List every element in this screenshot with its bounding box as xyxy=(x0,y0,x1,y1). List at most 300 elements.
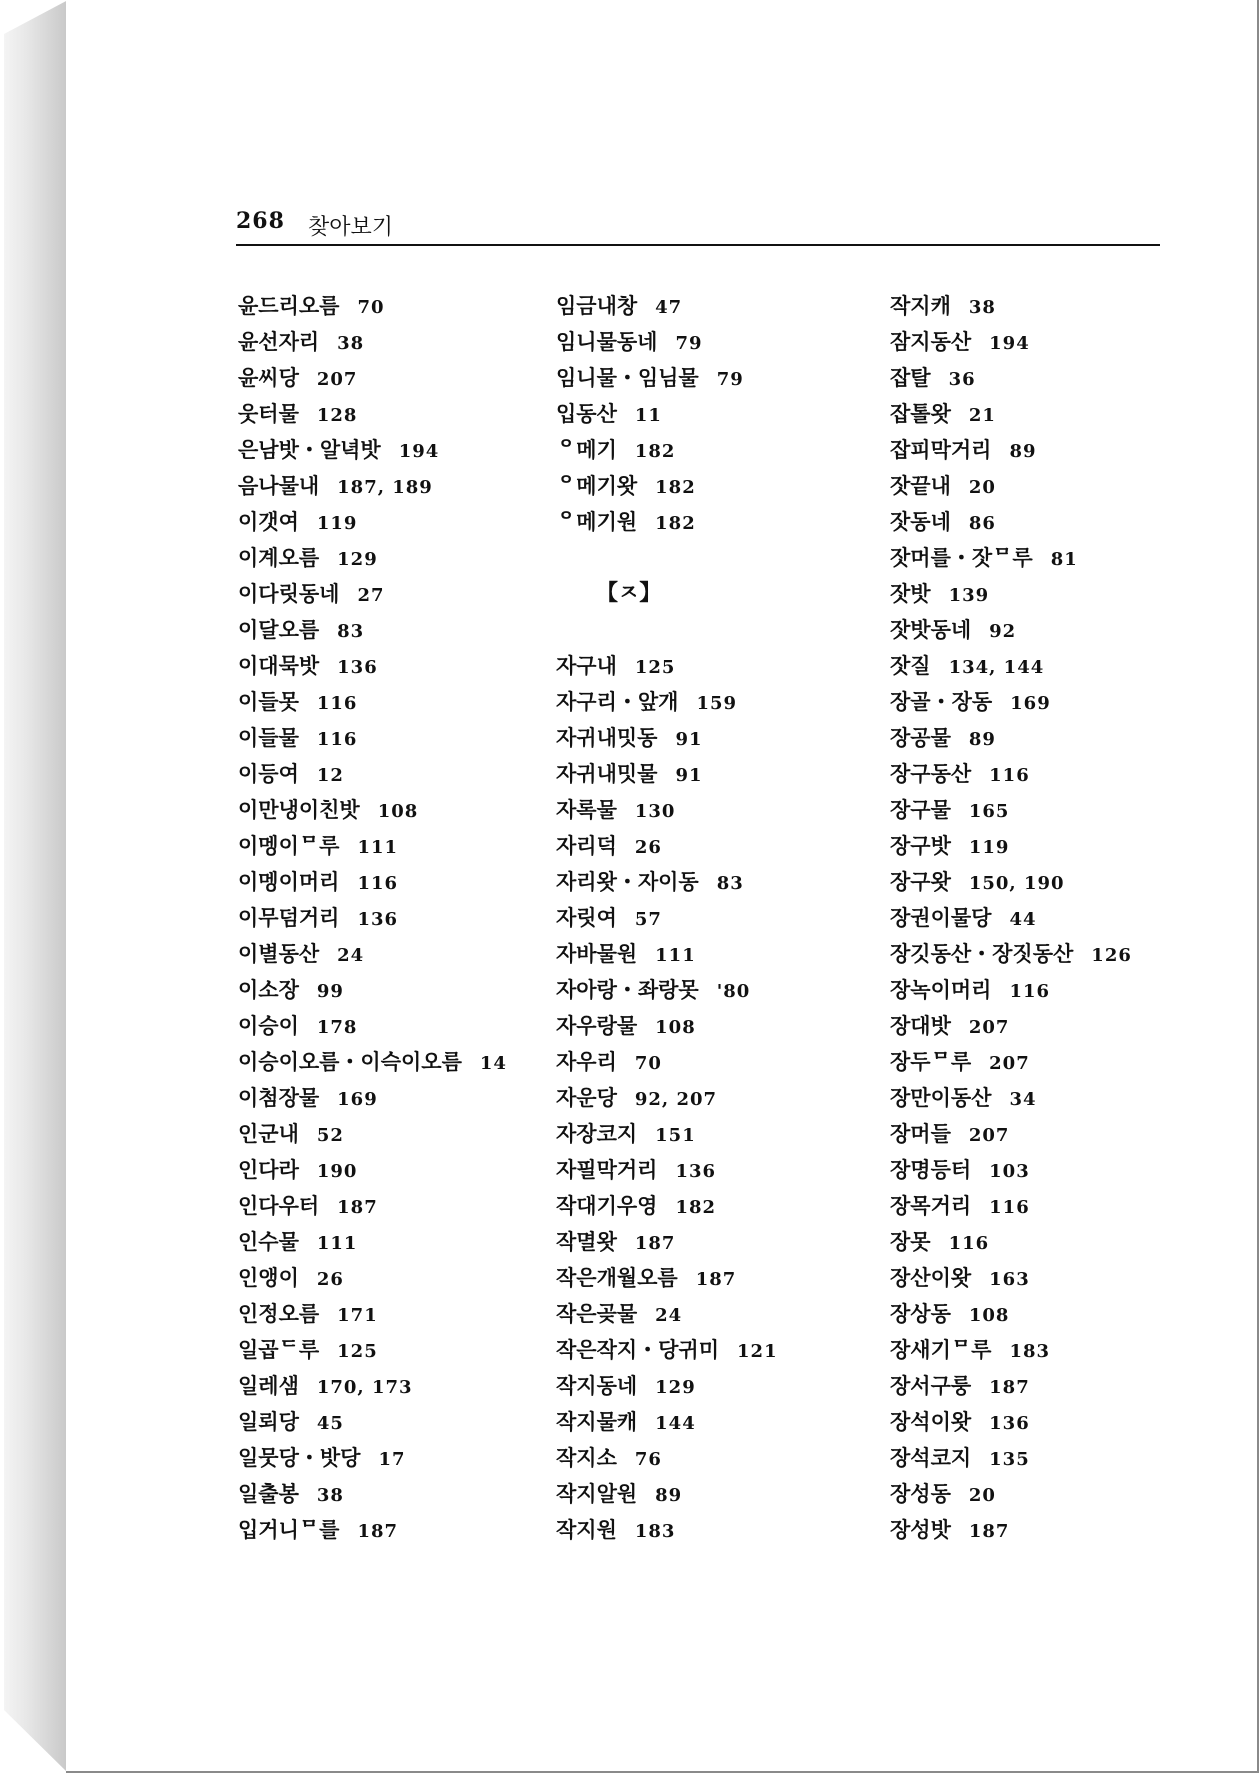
index-term: 장서구룽 xyxy=(890,1374,972,1398)
index-term: 작지동네 xyxy=(556,1374,638,1398)
index-term: 이등여 xyxy=(238,762,299,786)
index-entry xyxy=(238,1476,548,1512)
index-entry xyxy=(556,936,866,972)
section-spacer xyxy=(556,612,866,648)
index-entry xyxy=(556,1512,866,1548)
index-entry xyxy=(238,1116,548,1152)
index-entry xyxy=(238,1080,548,1116)
index-page-numbers: 70 xyxy=(634,1053,662,1074)
index-entry xyxy=(890,720,1250,756)
index-term: 잡피막거리 xyxy=(890,438,992,462)
index-term: 이달오름 xyxy=(238,618,320,642)
index-term: 자필막거리 xyxy=(556,1158,658,1182)
index-term: 잠지동산 xyxy=(890,330,972,354)
index-entry xyxy=(238,720,548,756)
index-term: 이무덤거리 xyxy=(238,906,340,930)
index-page-numbers: 86 xyxy=(968,513,996,534)
index-term: 이들물 xyxy=(238,726,299,750)
index-term: 장깃동산・장짓동산 xyxy=(890,942,1074,966)
index-term: 장대밧 xyxy=(890,1014,951,1038)
index-page-numbers: 207 xyxy=(316,369,358,390)
index-page-numbers: 150, 190 xyxy=(968,873,1065,894)
index-term: 일뭇당・밧당 xyxy=(238,1446,361,1470)
index-page-numbers: 26 xyxy=(316,1269,344,1290)
index-page-numbers: 207 xyxy=(968,1125,1010,1146)
index-term: 입동산 xyxy=(556,402,617,426)
index-page-numbers: 45 xyxy=(316,1413,344,1434)
index-term: 일레샘 xyxy=(238,1374,299,1398)
index-page-numbers: 36 xyxy=(948,369,976,390)
index-entry xyxy=(556,720,866,756)
index-entry xyxy=(890,576,1250,612)
index-entry xyxy=(238,1008,548,1044)
index-term: 장골・장동 xyxy=(890,690,993,714)
index-page-numbers: 108 xyxy=(655,1017,696,1038)
index-entry xyxy=(238,432,548,468)
index-entry xyxy=(238,576,548,612)
index-page-numbers: 34 xyxy=(1009,1089,1037,1110)
index-term: 이승이오름・이슥이오름 xyxy=(238,1050,462,1074)
index-page-numbers: 57 xyxy=(634,909,662,930)
index-term: 이다릿동네 xyxy=(238,582,340,606)
book-spine-edge xyxy=(4,0,68,1773)
index-term: 임금내창 xyxy=(556,294,638,318)
index-term: 일곱ᄃ루 xyxy=(238,1338,320,1362)
page-header xyxy=(236,208,1224,246)
index-page-numbers: 116 xyxy=(1009,981,1051,1002)
index-page-numbers: 125 xyxy=(337,1341,378,1362)
page-number: 268 xyxy=(236,208,285,234)
index-entry xyxy=(238,1152,548,1188)
index-page-numbers: 187 xyxy=(989,1377,1030,1398)
index-page-numbers: 136 xyxy=(357,909,399,930)
index-entry xyxy=(238,900,548,936)
index-entry xyxy=(890,792,1250,828)
index-page-numbers: 187 xyxy=(695,1269,737,1290)
index-page-numbers: 165 xyxy=(968,801,1010,822)
index-entry xyxy=(890,1260,1250,1296)
index-entry xyxy=(556,792,866,828)
index-term: 잡탈 xyxy=(890,366,931,390)
index-term: 작지캐 xyxy=(890,294,951,318)
index-term: 이들못 xyxy=(238,690,299,714)
index-page-numbers: 187 xyxy=(337,1197,378,1218)
index-page-numbers: 170, 173 xyxy=(316,1377,413,1398)
index-page-numbers: 108 xyxy=(968,1305,1010,1326)
index-page-numbers: 125 xyxy=(634,657,676,678)
index-page-numbers: 116 xyxy=(357,873,399,894)
index-entry xyxy=(556,1152,866,1188)
index-entry xyxy=(238,1440,548,1476)
index-page-numbers: 136 xyxy=(337,657,378,678)
index-term: 자구내 xyxy=(556,654,617,678)
index-term: 장새기ᄆ루 xyxy=(890,1338,992,1362)
index-entry xyxy=(890,756,1250,792)
index-entry xyxy=(556,288,866,324)
index-entry xyxy=(238,972,548,1008)
index-page-numbers: 20 xyxy=(968,477,996,498)
index-page-numbers: 136 xyxy=(675,1161,717,1182)
index-entry xyxy=(890,1440,1250,1476)
index-entry xyxy=(238,1188,548,1224)
index-entry xyxy=(890,1224,1250,1260)
index-term: 윤선자리 xyxy=(238,330,320,354)
index-entry xyxy=(890,1332,1250,1368)
index-page-numbers: 194 xyxy=(989,333,1030,354)
index-entry xyxy=(890,1188,1250,1224)
index-entry xyxy=(238,1368,548,1404)
index-term: 일출봉 xyxy=(238,1482,299,1506)
index-page-numbers: 91 xyxy=(675,729,703,750)
index-term: 자귀내밋물 xyxy=(556,762,658,786)
index-page-numbers: 14 xyxy=(479,1053,507,1074)
index-entry xyxy=(238,1512,548,1548)
index-term: 장구왓 xyxy=(890,870,951,894)
index-entry xyxy=(556,504,866,540)
section-spacer xyxy=(556,540,866,576)
index-term: 자바물원 xyxy=(556,942,638,966)
index-entry xyxy=(238,612,548,648)
index-term: 장성동 xyxy=(890,1482,951,1506)
index-term: 장만이동산 xyxy=(890,1086,992,1110)
index-term: 이대묵밧 xyxy=(238,654,320,678)
index-page-numbers: 79 xyxy=(675,333,703,354)
index-entry xyxy=(556,360,866,396)
index-term: 자귀내밋동 xyxy=(556,726,658,750)
index-term: 자장코지 xyxy=(556,1122,638,1146)
index-term: 윤드리오름 xyxy=(238,294,340,318)
index-term: 윤씨당 xyxy=(238,366,299,390)
index-entry xyxy=(238,540,548,576)
index-entry xyxy=(890,684,1250,720)
index-term: ᄋ메기 xyxy=(556,438,617,462)
index-term: 이계오름 xyxy=(238,546,320,570)
index-entry xyxy=(890,1368,1250,1404)
index-page-numbers: 163 xyxy=(989,1269,1030,1290)
index-page-numbers: 27 xyxy=(357,585,385,606)
index-page-numbers: 89 xyxy=(1009,441,1037,462)
index-page-numbers: 99 xyxy=(316,981,344,1002)
index-term: 잣동네 xyxy=(890,510,951,534)
index-term: 장못 xyxy=(890,1230,931,1254)
index-term: 인수물 xyxy=(238,1230,299,1254)
index-page-numbers: 151 xyxy=(655,1125,696,1146)
index-page-numbers: 38 xyxy=(337,333,365,354)
index-term: 작은작지・당귀미 xyxy=(556,1338,720,1362)
index-term: 이멩이머리 xyxy=(238,870,340,894)
index-page-numbers: 136 xyxy=(989,1413,1030,1434)
index-entry xyxy=(890,648,1250,684)
index-entry xyxy=(556,1296,866,1332)
index-entry xyxy=(556,900,866,936)
index-term: 인다라 xyxy=(238,1158,299,1182)
index-entry xyxy=(890,324,1250,360)
index-term: 장머들 xyxy=(890,1122,951,1146)
index-term: 입거니ᄆ를 xyxy=(238,1518,340,1542)
index-page-numbers: 89 xyxy=(655,1485,683,1506)
index-page-numbers: 38 xyxy=(968,297,996,318)
index-entry xyxy=(238,360,548,396)
index-entry xyxy=(556,864,866,900)
index-term: 자아랑・좌랑못 xyxy=(556,978,699,1002)
index-entry xyxy=(890,1296,1250,1332)
index-entry xyxy=(556,1440,866,1476)
index-entry xyxy=(890,1080,1250,1116)
index-page-numbers: 187, 189 xyxy=(337,477,433,498)
index-page-numbers: 129 xyxy=(337,549,378,570)
index-page-numbers: 38 xyxy=(316,1485,344,1506)
index-entry xyxy=(890,396,1250,432)
index-term: 자구리・앞개 xyxy=(556,690,679,714)
header-rule xyxy=(236,244,1160,246)
index-entry xyxy=(238,1404,548,1440)
index-entry xyxy=(238,792,548,828)
index-entry xyxy=(890,612,1250,648)
index-entry xyxy=(238,1296,548,1332)
index-entry xyxy=(890,864,1250,900)
index-page-numbers: 129 xyxy=(655,1377,696,1398)
index-page-numbers: 116 xyxy=(316,693,358,714)
index-page-numbers: 26 xyxy=(634,837,662,858)
index-entry xyxy=(556,1116,866,1152)
index-term: ᄋ메기왓 xyxy=(556,474,638,498)
index-entry xyxy=(238,648,548,684)
index-page-numbers: 24 xyxy=(337,945,365,966)
index-page-numbers: 21 xyxy=(968,405,996,426)
index-entry xyxy=(556,1188,866,1224)
index-term: 인정오름 xyxy=(238,1302,320,1326)
index-entry xyxy=(238,324,548,360)
index-term: 이만냉이친밧 xyxy=(238,798,360,822)
index-term: 장구물 xyxy=(890,798,951,822)
index-entry xyxy=(556,396,866,432)
index-entry xyxy=(890,468,1250,504)
index-page-numbers: 183 xyxy=(1009,1341,1051,1362)
index-page-numbers: 128 xyxy=(316,405,358,426)
index-page-numbers: 126 xyxy=(1091,945,1132,966)
index-term: 장녹이머리 xyxy=(890,978,992,1002)
index-page-numbers: 187 xyxy=(634,1233,676,1254)
index-term: 자운당 xyxy=(556,1086,617,1110)
index-term: 자리덕 xyxy=(556,834,617,858)
index-page-numbers: 92 xyxy=(989,621,1017,642)
index-term: 장상동 xyxy=(890,1302,951,1326)
section-heading: 【ㅈ】 xyxy=(596,581,662,606)
index-term: 자릿여 xyxy=(556,906,617,930)
index-entry xyxy=(890,360,1250,396)
index-entry xyxy=(890,1512,1250,1548)
index-entry xyxy=(238,468,548,504)
index-entry xyxy=(890,540,1250,576)
index-term: 임니물・임님물 xyxy=(556,366,699,390)
index-term: 장석이왓 xyxy=(890,1410,972,1434)
index-term: 이별동산 xyxy=(238,942,320,966)
index-page-numbers: 207 xyxy=(968,1017,1010,1038)
index-entry xyxy=(238,828,548,864)
index-term: 일뢰당 xyxy=(238,1410,299,1434)
index-term: 자우리 xyxy=(556,1050,617,1074)
index-page-numbers: 194 xyxy=(398,441,440,462)
index-entry xyxy=(890,1476,1250,1512)
index-page-numbers: 116 xyxy=(989,765,1030,786)
index-page-numbers: 190 xyxy=(316,1161,358,1182)
index-entry xyxy=(890,288,1250,324)
index-page-numbers: 159 xyxy=(696,693,738,714)
index-page-numbers: 135 xyxy=(989,1449,1030,1470)
index-term: 장석코지 xyxy=(890,1446,972,1470)
index-term: 장두ᄆ루 xyxy=(890,1050,972,1074)
index-term: 잣끝내 xyxy=(890,474,951,498)
index-term: 작은개월오름 xyxy=(556,1266,678,1290)
index-page-numbers: 116 xyxy=(989,1197,1030,1218)
index-term: 장구밧 xyxy=(890,834,951,858)
index-page-numbers: 182 xyxy=(655,477,696,498)
index-page-numbers: 207 xyxy=(989,1053,1030,1074)
index-term: 자리왓・자이동 xyxy=(556,870,699,894)
index-entry xyxy=(556,1368,866,1404)
index-term: 장목거리 xyxy=(890,1194,972,1218)
index-entry xyxy=(556,756,866,792)
index-entry xyxy=(238,936,548,972)
index-entry xyxy=(556,468,866,504)
index-page-numbers: 70 xyxy=(357,297,385,318)
index-term: 작지소 xyxy=(556,1446,617,1470)
index-entry xyxy=(238,864,548,900)
index-entry xyxy=(556,1332,866,1368)
index-term: 이첨장물 xyxy=(238,1086,320,1110)
index-page-numbers: 187 xyxy=(968,1521,1010,1542)
index-page-numbers: 20 xyxy=(968,1485,996,1506)
index-term: 장공물 xyxy=(890,726,951,750)
index-entry xyxy=(556,1008,866,1044)
index-term: 장권이물당 xyxy=(890,906,992,930)
index-entry xyxy=(890,1008,1250,1044)
index-entry xyxy=(556,972,866,1008)
index-term: 작지알원 xyxy=(556,1482,638,1506)
index-page-numbers: 119 xyxy=(316,513,358,534)
index-entry xyxy=(890,972,1250,1008)
index-entry xyxy=(556,828,866,864)
index-page-numbers: 111 xyxy=(357,837,399,858)
index-page-numbers: 119 xyxy=(968,837,1010,858)
index-page-numbers: 182 xyxy=(634,441,676,462)
index-term: 잣머를・잣ᄆ루 xyxy=(890,546,1033,570)
index-entry xyxy=(238,504,548,540)
index-entry xyxy=(238,1332,548,1368)
index-page-numbers: 12 xyxy=(316,765,344,786)
index-entry xyxy=(238,288,548,324)
index-page-numbers: 178 xyxy=(316,1017,358,1038)
index-page-numbers: 111 xyxy=(655,945,696,966)
index-term: 장성밧 xyxy=(890,1518,951,1542)
index-page-numbers: 116 xyxy=(316,729,358,750)
index-column-3 xyxy=(890,288,1250,1548)
index-page-numbers: 83 xyxy=(716,873,744,894)
index-entry xyxy=(238,1260,548,1296)
index-term: 인다우터 xyxy=(238,1194,320,1218)
index-page-numbers: 139 xyxy=(948,585,990,606)
index-page-numbers: 111 xyxy=(316,1233,358,1254)
index-entry xyxy=(890,432,1250,468)
index-entry xyxy=(890,504,1250,540)
index-term: 임니물동네 xyxy=(556,330,658,354)
index-entry xyxy=(238,1044,548,1080)
index-page-numbers: 44 xyxy=(1009,909,1037,930)
index-entry xyxy=(890,900,1250,936)
index-page-numbers: 52 xyxy=(316,1125,344,1146)
index-term: 이소장 xyxy=(238,978,299,1002)
index-term: 이갯여 xyxy=(238,510,299,534)
index-term: 잣밧동네 xyxy=(890,618,972,642)
index-page-numbers: 17 xyxy=(378,1449,406,1470)
index-entry xyxy=(556,1080,866,1116)
index-page-numbers: 79 xyxy=(716,369,744,390)
index-page-numbers: 92, 207 xyxy=(634,1089,718,1110)
index-entry xyxy=(238,684,548,720)
index-entry xyxy=(556,324,866,360)
index-page-numbers: 89 xyxy=(968,729,996,750)
index-term: 인군내 xyxy=(238,1122,299,1146)
index-term: 인앵이 xyxy=(238,1266,299,1290)
index-page-numbers: 169 xyxy=(1010,693,1051,714)
index-page-numbers: 108 xyxy=(377,801,419,822)
index-term: 이승이 xyxy=(238,1014,299,1038)
index-page-numbers: 116 xyxy=(948,1233,990,1254)
index-term: 작대기우영 xyxy=(556,1194,658,1218)
index-term: 작은곶물 xyxy=(556,1302,638,1326)
index-page-numbers: 47 xyxy=(655,297,683,318)
index-term: 작멸왓 xyxy=(556,1230,617,1254)
index-entry xyxy=(556,1404,866,1440)
index-entry xyxy=(238,1224,548,1260)
index-page-numbers: 130 xyxy=(634,801,676,822)
index-entry xyxy=(238,756,548,792)
index-entry xyxy=(890,1044,1250,1080)
index-entry xyxy=(556,1044,866,1080)
index-entry xyxy=(890,1152,1250,1188)
index-page-numbers: 81 xyxy=(1050,549,1078,570)
index-page-numbers: 121 xyxy=(737,1341,778,1362)
index-term: 은남밧・알녁밧 xyxy=(238,438,381,462)
index-page-numbers: 187 xyxy=(357,1521,399,1542)
index-page-numbers: 24 xyxy=(655,1305,683,1326)
index-column-2 xyxy=(556,288,866,1548)
index-term: 잣밧 xyxy=(890,582,931,606)
index-page-numbers: 76 xyxy=(634,1449,662,1470)
index-page-numbers: '80 xyxy=(716,981,751,1002)
index-term: 작지물캐 xyxy=(556,1410,638,1434)
index-page-numbers: 91 xyxy=(675,765,703,786)
index-entry xyxy=(890,1404,1250,1440)
index-term: 장명등터 xyxy=(890,1158,972,1182)
index-entry xyxy=(556,684,866,720)
index-term: 잣질 xyxy=(890,654,931,678)
index-page-numbers: 11 xyxy=(634,405,662,426)
index-page-numbers: 183 xyxy=(634,1521,676,1542)
index-term: 이멩이ᄆ루 xyxy=(238,834,340,858)
index-term: 장구동산 xyxy=(890,762,972,786)
index-entry xyxy=(238,396,548,432)
index-term: 잡톨왓 xyxy=(890,402,951,426)
index-page-numbers: 182 xyxy=(655,513,696,534)
index-entry xyxy=(890,828,1250,864)
index-entry xyxy=(556,648,866,684)
index-page-numbers: 83 xyxy=(337,621,365,642)
index-page-numbers: 144 xyxy=(655,1413,696,1434)
index-entry xyxy=(556,1476,866,1512)
index-page-numbers: 171 xyxy=(337,1305,378,1326)
index-entry xyxy=(556,432,866,468)
